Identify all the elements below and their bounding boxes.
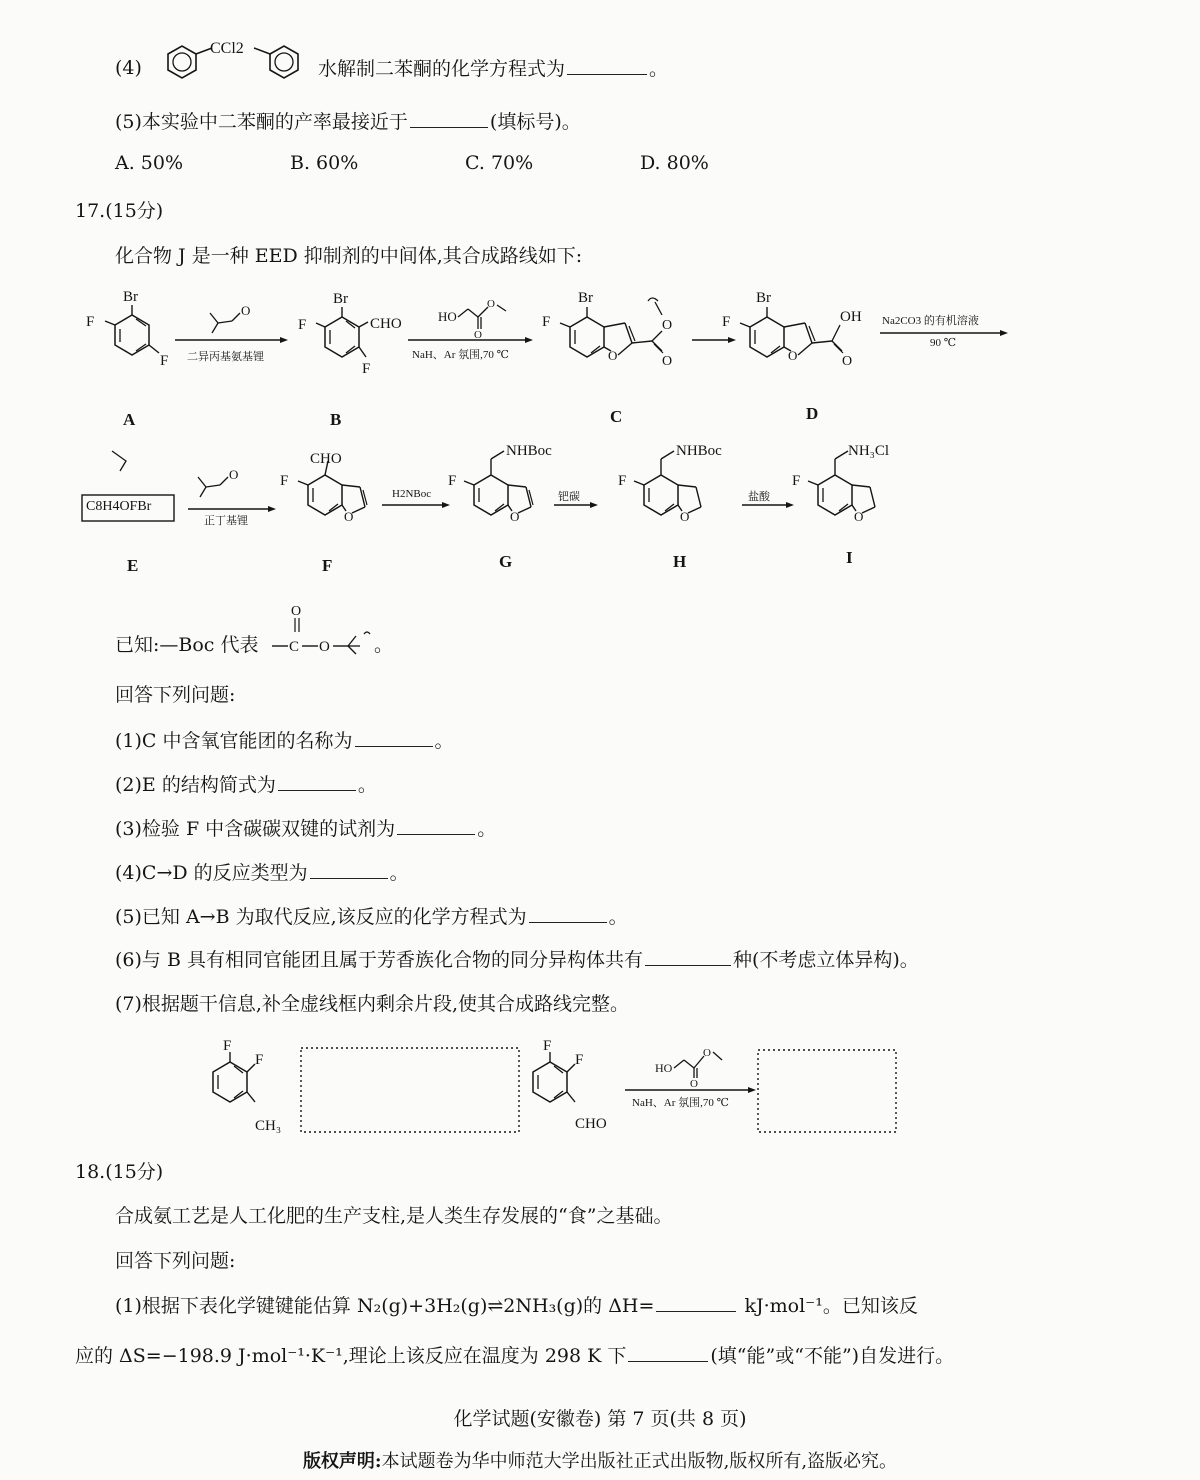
svg-text:O: O xyxy=(510,509,520,524)
q17-q5: (5)已知 A→B 为取代反应,该反应的化学方程式为 。 xyxy=(115,906,628,928)
q18-header: 18.(15分) xyxy=(75,1161,164,1183)
reagent-hi: 盐酸 xyxy=(748,491,770,503)
dmf-reagent-structure xyxy=(210,303,250,333)
q17-q7: (7)根据题干信息,补全虚线框内剩余片段,使其合成路线完整。 xyxy=(115,993,629,1015)
label-a: A xyxy=(123,410,136,429)
svg-text:O: O xyxy=(690,1078,698,1090)
svg-text:O: O xyxy=(662,318,673,333)
svg-text:Br: Br xyxy=(756,290,771,306)
answer-blank[interactable] xyxy=(278,772,356,791)
svg-text:NHBoc: NHBoc xyxy=(506,443,552,459)
svg-text:NHBoc: NHBoc xyxy=(676,443,722,459)
compound-e-formula: C8H4OFBr xyxy=(86,499,152,514)
answer-blank[interactable] xyxy=(310,860,388,879)
svg-text:O: O xyxy=(291,604,302,619)
q18-q1-line1: (1)根据下表化学键键能估算 N₂(g)+3H₂(g)⇌2NH₃(g)的 ΔH= kJ·mol⁻¹。已知该反 xyxy=(115,1295,918,1317)
svg-text:O: O xyxy=(229,467,239,482)
option-b[interactable]: B. 60% xyxy=(290,152,359,174)
svg-text:O: O xyxy=(842,354,853,369)
dmf-reagent-2-structure xyxy=(198,467,238,497)
svg-text:HO: HO xyxy=(655,1061,673,1075)
label-b: B xyxy=(330,410,342,429)
difluorobenzaldehyde-structure xyxy=(533,1038,607,1132)
q7-reagent: NaH、Ar 氛围,70 ℃ xyxy=(632,1097,729,1109)
q17-q3: (3)检验 F 中含碳碳双键的试剂为 。 xyxy=(115,818,497,840)
q18-q1-line2: 应的 ΔS=−198.9 J·mol⁻¹·K⁻¹,理论上该反应在温度为 298 K 下 (填“能”或“不能”)自发进行。 xyxy=(75,1345,955,1367)
svg-text:F: F xyxy=(255,1052,264,1068)
option-c[interactable]: C. 70% xyxy=(465,152,534,174)
svg-text:F: F xyxy=(298,317,307,333)
svg-text:O: O xyxy=(241,303,251,318)
compound-g-structure xyxy=(448,443,552,524)
q17-prompt: 回答下列问题: xyxy=(115,684,236,706)
svg-text:Br: Br xyxy=(123,289,138,305)
reagent-de-top: Na2CO3 的有机溶液 xyxy=(882,315,979,327)
svg-text:O: O xyxy=(680,509,690,524)
svg-text:F: F xyxy=(618,473,627,489)
svg-text:CHO: CHO xyxy=(310,451,342,467)
svg-text:CH₃: CH₃ xyxy=(255,1118,282,1134)
compound-c-structure xyxy=(542,290,672,369)
svg-text:O: O xyxy=(854,509,864,524)
answer-box-2[interactable] xyxy=(758,1050,896,1132)
reagent-ab: 二异丙基氨基锂 xyxy=(187,351,264,363)
svg-text:F: F xyxy=(280,473,289,489)
answer-blank[interactable] xyxy=(355,728,433,747)
svg-text:F: F xyxy=(448,473,457,489)
reagent-ef: 正丁基锂 xyxy=(204,515,248,527)
compound-d-structure xyxy=(722,290,862,369)
copyright-notice: 版权声明:本试题卷为华中师范大学出版社正式出版物,版权所有,盗版必究。 xyxy=(302,1451,898,1472)
answer-box-1[interactable] xyxy=(301,1048,519,1132)
q16-item4-text: 水解制二苯酮的化学方程式为 。 xyxy=(318,58,669,80)
svg-text:F: F xyxy=(722,314,731,330)
answer-blank[interactable] xyxy=(645,947,731,966)
q7-route xyxy=(195,1030,915,1142)
reagent-gh: 钯碳 xyxy=(558,491,580,503)
svg-text:O: O xyxy=(703,1047,711,1059)
methyl-glycolate-structure xyxy=(438,298,506,341)
answer-blank[interactable] xyxy=(529,904,607,923)
svg-text:F: F xyxy=(542,314,551,330)
label-f: F xyxy=(322,556,333,575)
svg-text:O: O xyxy=(608,348,618,363)
svg-text:CHO: CHO xyxy=(575,1116,607,1132)
label-c: C xyxy=(610,407,623,426)
q16-item4: (4) xyxy=(115,57,142,79)
label-d: D xyxy=(806,404,819,423)
compound-b-structure xyxy=(298,291,402,377)
svg-text:O: O xyxy=(474,329,482,341)
svg-text:O: O xyxy=(788,348,798,363)
q17-header: 17.(15分) xyxy=(75,200,164,222)
svg-text:O: O xyxy=(319,639,330,655)
svg-text:O: O xyxy=(662,354,673,369)
ccl2-label: CCl2 xyxy=(210,40,244,57)
svg-text:NH₃Cl: NH₃Cl xyxy=(848,443,890,459)
label-g: G xyxy=(499,552,513,571)
svg-text:F: F xyxy=(543,1038,552,1054)
svg-text:F: F xyxy=(792,473,801,489)
synthesis-route-row1 xyxy=(70,285,1070,400)
compound-f-structure xyxy=(280,451,367,524)
svg-text:O: O xyxy=(487,298,495,310)
known-end: 。 xyxy=(374,634,394,656)
answer-blank[interactable] xyxy=(628,1343,708,1362)
difluorotoluene-structure xyxy=(213,1038,281,1134)
page-footer: 化学试题(安徽卷) 第 7 页(共 8 页) xyxy=(453,1408,747,1430)
label-h: H xyxy=(673,552,687,571)
q17-intro: 化合物 J 是一种 EED 抑制剂的中间体,其合成路线如下: xyxy=(115,245,583,267)
svg-text:OH: OH xyxy=(840,309,862,325)
compound-h-structure xyxy=(618,443,722,524)
methyl-glycolate-2-structure xyxy=(655,1047,722,1090)
label-e: E xyxy=(127,556,139,575)
svg-text:C: C xyxy=(289,639,300,655)
q17-q6: (6)与 B 具有相同官能团且属于芳香族化合物的同分异构体共有 种(不考虑立体异构)。 xyxy=(115,949,919,971)
svg-text:F: F xyxy=(86,314,95,330)
svg-text:O: O xyxy=(344,509,354,524)
answer-blank[interactable] xyxy=(656,1293,736,1312)
q17-q4: (4)C→D 的反应类型为 。 xyxy=(115,862,409,884)
compound-a-structure xyxy=(86,289,168,369)
svg-text:Br: Br xyxy=(578,290,593,306)
svg-text:F: F xyxy=(160,353,169,369)
answer-blank[interactable] xyxy=(410,109,488,128)
answer-blank[interactable] xyxy=(397,816,475,835)
label-i: I xyxy=(846,548,853,567)
q18-intro: 合成氨工艺是人工化肥的生产支柱,是人类生存发展的“食”之基础。 xyxy=(115,1205,673,1227)
synthesis-route-row2 xyxy=(70,435,970,545)
compound-i-structure xyxy=(792,443,889,524)
reagent-de-bottom: 90 ℃ xyxy=(930,337,957,349)
svg-text:F: F xyxy=(362,361,371,377)
reagent-fg: H2NBoc xyxy=(392,488,432,500)
svg-text:HO: HO xyxy=(438,309,457,324)
option-a[interactable]: A. 50% xyxy=(115,152,184,174)
reagent-bc: NaH、Ar 氛围,70 ℃ xyxy=(412,349,509,361)
svg-text:Br: Br xyxy=(333,291,348,307)
svg-text:F: F xyxy=(575,1052,584,1068)
boc-group-structure xyxy=(272,600,382,660)
q16-item5: (5)本实验中二苯酮的产率最接近于 (填标号)。 xyxy=(115,111,581,133)
option-d[interactable]: D. 80% xyxy=(640,152,709,174)
q18-prompt: 回答下列问题: xyxy=(115,1250,236,1272)
svg-text:CHO: CHO xyxy=(370,316,402,332)
known-boc-text: 已知:—Boc 代表 xyxy=(115,634,259,656)
svg-text:F: F xyxy=(223,1038,232,1054)
answer-blank[interactable] xyxy=(567,56,647,75)
q17-q2: (2)E 的结构简式为 。 xyxy=(115,774,377,796)
q17-q1: (1)C 中含氧官能团的名称为 。 xyxy=(115,730,454,752)
